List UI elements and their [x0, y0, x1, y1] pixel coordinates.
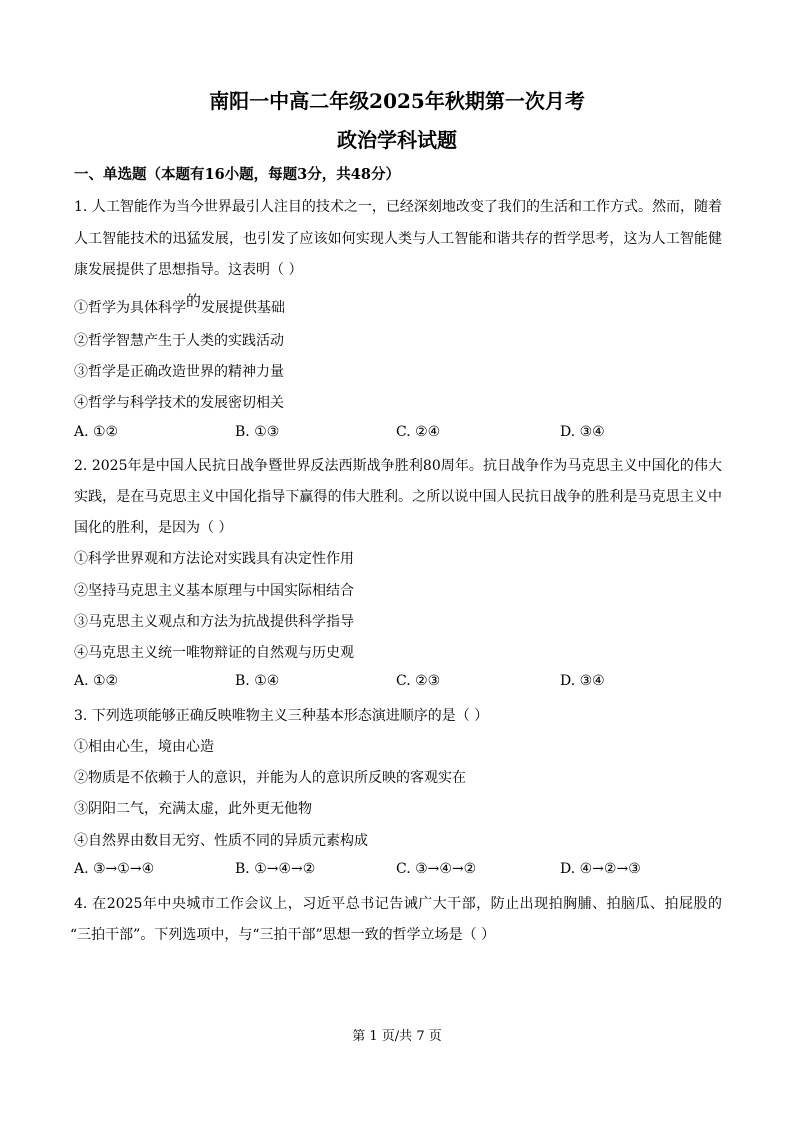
statement-text: 发展提供基础: [201, 300, 286, 316]
question-3-statement-4: ④自然界由数目无穷、性质不同的异质元素构成: [74, 833, 368, 849]
option-b[interactable]: B. ①④: [235, 673, 280, 689]
section-heading: 一、单选题（本题有16小题，每题3分，共48分）: [74, 166, 400, 183]
question-1-statement-4: ④哲学与科学技术的发展密切相关: [74, 395, 284, 411]
question-1-line-2: 人工智能技术的迅猛发展，也引发了应该如何实现人类与人工智能和谐共存的哲学思考，这为人工智能健: [74, 231, 722, 247]
question-2-options: [74, 673, 722, 693]
exam-subtitle: 政治学科试题: [337, 128, 457, 152]
question-2-statement-1: ①科学世界观和方法论对实践具有决定性作用: [74, 551, 354, 567]
question-4-line-1: 4. 在2025年中央城市工作会议上，习近平总书记告诫广大干部，防止出现拍胸脯、拍脑瓜、拍屁股的: [74, 896, 722, 912]
question-1-statement-1: [74, 292, 722, 317]
question-3-statement-2: ②物质是不依赖于人的意识，并能为人的意识所反映的客观实在: [74, 770, 466, 786]
question-1-line-1: 1. 人工智能作为当今世界最引人注目的技术之一，已经深刻地改变了我们的生活和工作方式。然而，随着: [74, 199, 722, 215]
option-d[interactable]: D. ③④: [560, 424, 605, 440]
question-2-line-3: 国化的胜利，是因为（ ）: [74, 520, 233, 536]
option-c[interactable]: C. ③→④→②: [396, 861, 477, 877]
question-2-line-1: 2. 2025年是中国人民抗日战争暨世界反法西斯战争胜利80周年。抗日战争作为马克思主义中国化的伟大: [74, 458, 722, 474]
question-2-statement-3: ③马克思主义观点和方法为抗战提供科学指导: [74, 614, 354, 630]
question-3-statement-1: ①相由心生，境由心造: [74, 739, 214, 755]
option-a[interactable]: A. ①②: [74, 673, 119, 689]
exam-title: 南阳一中高二年级2025年秋期第一次月考: [209, 89, 585, 113]
question-3-options: [74, 861, 722, 881]
statement-superscript: 的: [186, 292, 202, 310]
option-a[interactable]: A. ③→①→④: [74, 861, 155, 877]
question-4-line-2: “三拍干部”。下列选项中，与“三拍干部”思想一致的哲学立场是（ ）: [70, 927, 496, 943]
question-1-line-3: 康发展提供了思想指导。这表明（ ）: [74, 262, 303, 278]
question-1-statement-2: ②哲学智慧产生于人类的实践活动: [74, 333, 284, 349]
question-1-statement-3: ③哲学是正确改造世界的精神力量: [74, 364, 284, 380]
question-3-statement-3: ③阴阳二气，充满太虚，此外更无他物: [74, 801, 312, 817]
option-d[interactable]: D. ③④: [560, 673, 605, 689]
question-3-line-1: 3. 下列选项能够正确反映唯物主义三种基本形态演进顺序的是（ ）: [74, 708, 489, 724]
option-b[interactable]: B. ①→④→②: [235, 861, 316, 877]
option-a[interactable]: A. ①②: [74, 424, 119, 440]
option-d[interactable]: D. ④→②→③: [560, 861, 641, 877]
question-2-line-2: 实践，是在马克思主义中国化指导下赢得的伟大胜利。之所以说中国人民抗日战争的胜利是马克思主义中: [74, 489, 722, 505]
question-2-statement-4: ④马克思主义统一唯物辩证的自然观与历史观: [74, 645, 354, 661]
question-1-options: [74, 424, 722, 444]
page-footer: 第 1 页/共 7 页: [352, 1029, 442, 1044]
statement-text: ①哲学为具体科学: [74, 300, 186, 316]
question-2-statement-2: ②坚持马克思主义基本原理与中国实际相结合: [74, 583, 354, 599]
option-b[interactable]: B. ①③: [235, 424, 280, 440]
option-c[interactable]: C. ②④: [396, 424, 441, 440]
option-c[interactable]: C. ②③: [396, 673, 441, 689]
